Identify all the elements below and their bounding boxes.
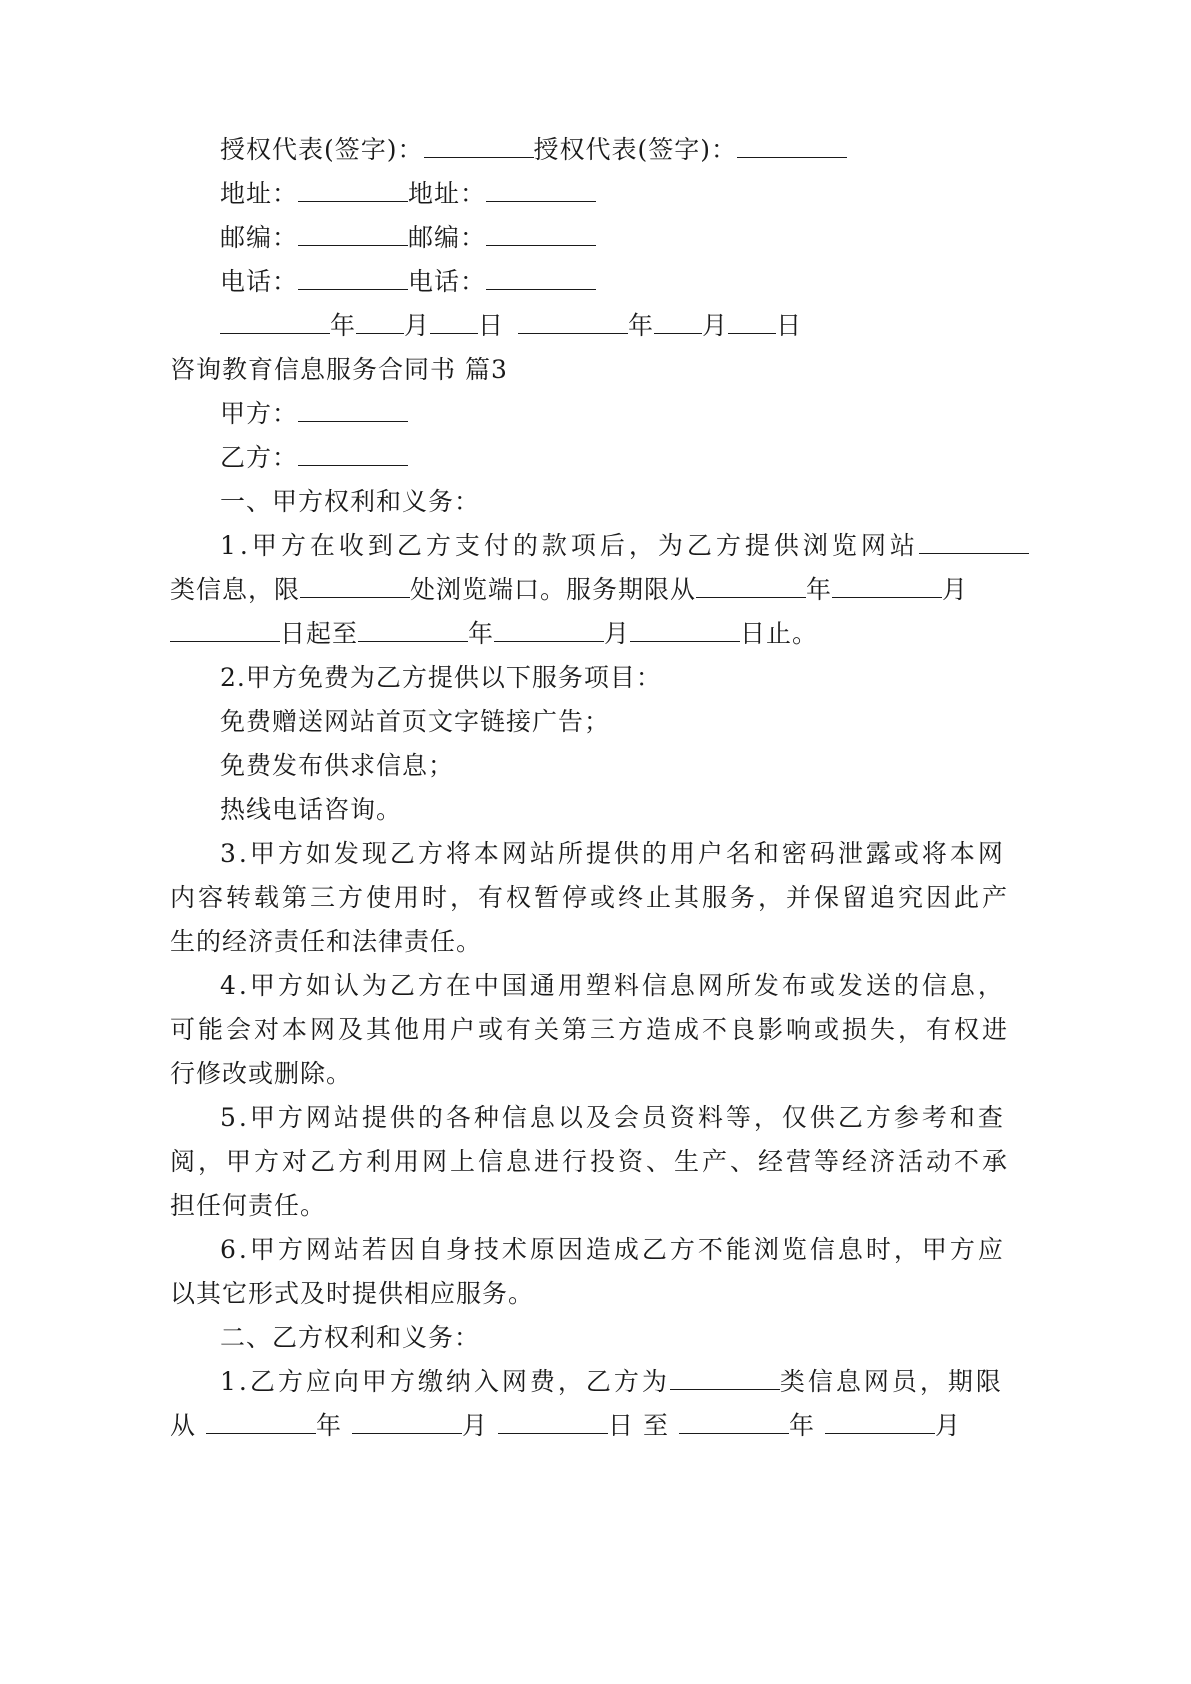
b1-line-1 xyxy=(220,1358,1004,1406)
blank xyxy=(206,1403,316,1434)
blank xyxy=(298,435,408,466)
signature-rep-line xyxy=(220,126,847,174)
signature-date-line xyxy=(220,302,802,350)
party-b-line xyxy=(220,434,408,482)
blank xyxy=(486,215,596,246)
day-label: 日 xyxy=(776,311,803,340)
tel-b-label: 电话： xyxy=(408,267,487,296)
day-label: 日 xyxy=(478,311,505,340)
party-a-label: 甲方： xyxy=(220,399,299,428)
text: 日止。 xyxy=(740,619,819,648)
text: 年 xyxy=(789,1411,816,1440)
text: 年 xyxy=(806,575,833,604)
signature-tel-line xyxy=(220,258,596,306)
blank xyxy=(832,567,942,598)
blank xyxy=(298,259,408,290)
blank xyxy=(670,1359,780,1390)
blank xyxy=(494,611,604,642)
zip-a-label: 邮编： xyxy=(220,223,299,252)
year-label: 年 xyxy=(628,311,655,340)
a6-line-2: 以其它形式及时提供相应服务。 xyxy=(170,1279,535,1308)
address-b-label: 地址： xyxy=(408,179,487,208)
blank xyxy=(728,303,776,334)
text: 月 xyxy=(462,1411,489,1440)
a1-line-2 xyxy=(170,566,968,614)
month-label: 月 xyxy=(404,311,431,340)
a4-line-2: 可能会对本网及其他用户或有关第三方造成不良影响或损失，有权进 xyxy=(170,1015,1011,1044)
a4-line-3: 行修改或删除。 xyxy=(170,1059,353,1088)
text: 月 xyxy=(604,619,631,648)
zip-b-label: 邮编： xyxy=(408,223,487,252)
text: 年 xyxy=(316,1411,343,1440)
text: 年 xyxy=(468,619,495,648)
address-a-label: 地址： xyxy=(220,179,299,208)
party-a-line xyxy=(220,390,408,438)
a3-line-2: 内容转载第三方使用时，有权暂停或终止其服务，并保留追究因此产 xyxy=(170,883,1011,912)
text: 类信息，限 xyxy=(170,575,301,604)
text: 日 至 xyxy=(608,1411,669,1440)
blank xyxy=(298,391,408,422)
blank xyxy=(498,1403,608,1434)
text: 1.甲方在收到乙方支付的款项后，为乙方提供浏览网站 xyxy=(220,531,919,560)
a3-line-1: 3.甲方如发现乙方将本网站所提供的用户名和密码泄露或将本网 xyxy=(220,839,1006,868)
tel-a-label: 电话： xyxy=(220,267,299,296)
blank xyxy=(518,303,628,334)
blank xyxy=(630,611,740,642)
text: 从 xyxy=(170,1411,197,1440)
a4-line-1: 4.甲方如认为乙方在中国通用塑料信息网所发布或发送的信息， xyxy=(220,971,1006,1000)
blank xyxy=(298,215,408,246)
signature-address-line xyxy=(220,170,596,218)
blank xyxy=(919,523,1029,554)
a1-line-3 xyxy=(170,610,818,658)
a2-item-2: 免费发布供求信息； xyxy=(220,751,455,780)
rep-b-label: 授权代表(签字)： xyxy=(533,135,738,164)
blank xyxy=(679,1403,789,1434)
a-section-title: 一、甲方权利和义务： xyxy=(220,487,481,516)
blank xyxy=(358,611,468,642)
year-label: 年 xyxy=(330,311,357,340)
blank xyxy=(300,567,410,598)
text: 月 xyxy=(935,1411,962,1440)
blank xyxy=(737,127,847,158)
blank xyxy=(654,303,702,334)
text: 处浏览端口。服务期限从 xyxy=(410,575,697,604)
a5-line-3: 担任何责任。 xyxy=(170,1191,327,1220)
blank xyxy=(430,303,478,334)
blank xyxy=(170,611,280,642)
blank xyxy=(352,1403,462,1434)
text: 日起至 xyxy=(280,619,359,648)
a1-line-1 xyxy=(220,522,1029,570)
rep-a-label: 授权代表(签字)： xyxy=(220,135,424,164)
a5-line-1: 5.甲方网站提供的各种信息以及会员资料等，仅供乙方参考和查 xyxy=(220,1103,1006,1132)
b-section-title: 二、乙方权利和义务： xyxy=(220,1323,481,1352)
blank xyxy=(220,303,330,334)
text: 月 xyxy=(942,575,969,604)
a3-line-3: 生的经济责任和法律责任。 xyxy=(170,927,483,956)
blank xyxy=(424,127,534,158)
blank xyxy=(486,259,596,290)
month-label: 月 xyxy=(702,311,729,340)
a2-line: 2.甲方免费为乙方提供以下服务项目： xyxy=(220,663,662,692)
blank xyxy=(298,171,408,202)
b1-line-2 xyxy=(170,1402,961,1450)
a2-item-3: 热线电话咨询。 xyxy=(220,795,403,824)
a6-line-1: 6.甲方网站若因自身技术原因造成乙方不能浏览信息时，甲方应 xyxy=(220,1235,1006,1264)
a2-item-1: 免费赠送网站首页文字链接广告； xyxy=(220,707,611,736)
blank xyxy=(696,567,806,598)
blank xyxy=(486,171,596,202)
blank xyxy=(825,1403,935,1434)
party-b-label: 乙方： xyxy=(220,443,299,472)
blank xyxy=(356,303,404,334)
a5-line-2: 阅，甲方对乙方利用网上信息进行投资、生产、经营等经济活动不承 xyxy=(170,1147,1011,1176)
section-heading: 咨询教育信息服务合同书 篇3 xyxy=(170,355,508,384)
signature-zip-line xyxy=(220,214,596,262)
text: 类信息网员，期限 xyxy=(779,1367,1004,1396)
text: 1.乙方应向甲方缴纳入网费，乙方为 xyxy=(220,1367,670,1396)
